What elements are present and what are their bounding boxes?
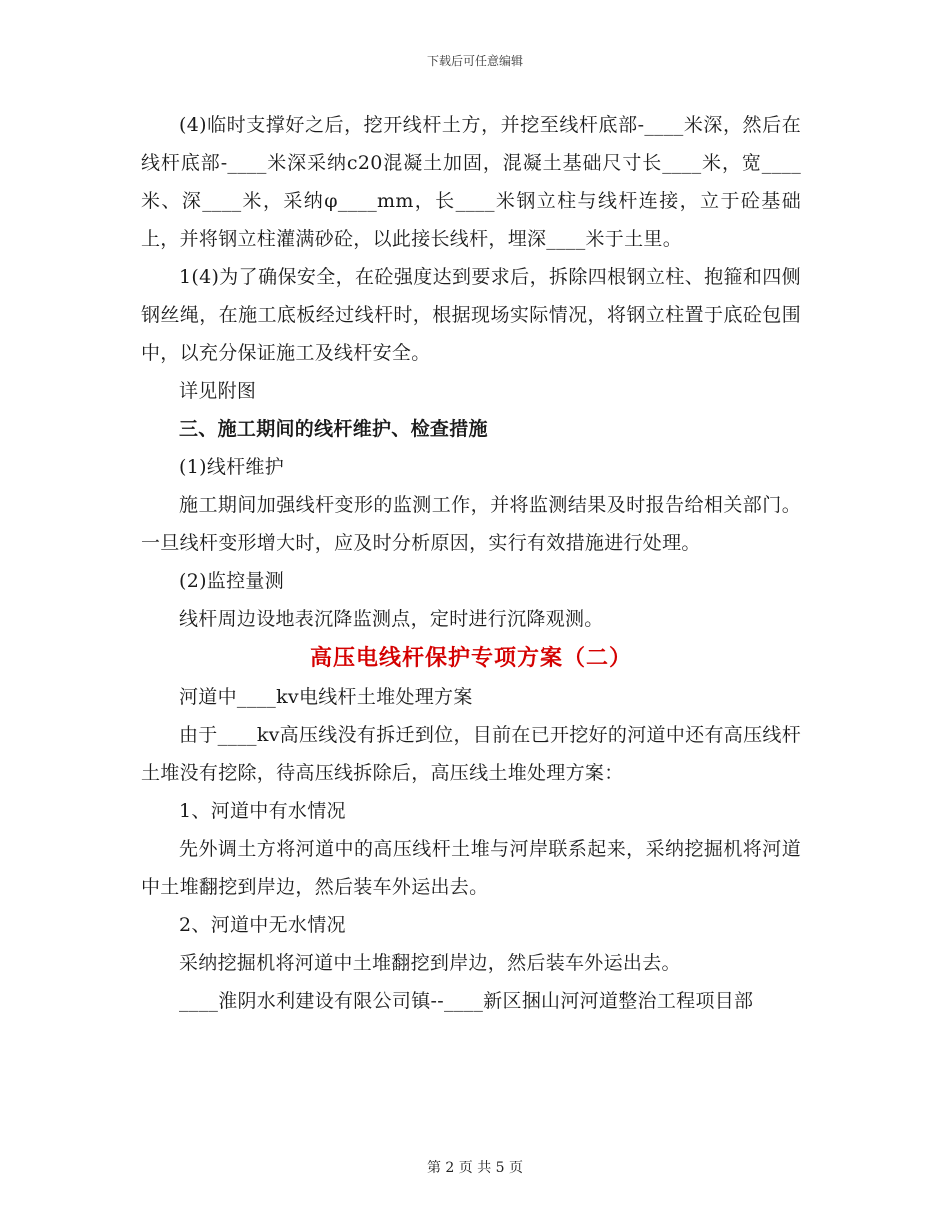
subheading-without-water: 2、河道中无水情况 bbox=[179, 914, 346, 936]
page-number: 第 2 页 共 5 页 bbox=[426, 1160, 524, 1176]
paragraph-maintenance: 施工期间加强线杆变形的监测工作，并将监测结果及时报告给相关部门。一旦线杆变形增大时，应及时分析原因，实行有效措施进行处理。 bbox=[141, 494, 801, 554]
paragraph-background: 由于____kv高压线没有拆迁到位，目前在已开挖好的河道中还有高压线杆土堆没有挖除，待高压线拆除后，高压线土堆处理方案： bbox=[141, 724, 801, 784]
paragraph-with-water: 先外调土方将河道中的高压线杆土堆与河岸联系起来，采纳挖掘机将河道中土堆翻挖到岸边，然后装车外运出去。 bbox=[141, 838, 801, 898]
paragraph-step-4: (4)临时支撑好之后，挖开线杆土方，并挖至线杆底部-____米深，然后在线杆底部-____米深采纳c20混凝土加固，混凝土基础尺寸长____米，宽____米、深____米，采纳φ____mm，长____米钢立柱与线杆连接，立于砼基础上，并将钢立柱灌满砂砼，以此接长线杆，埋深____米于土里。 bbox=[141, 114, 801, 250]
subheading-maintenance: (1)线杆维护 bbox=[179, 456, 285, 478]
document-body bbox=[141, 106, 801, 1020]
paragraph-without-water: 采纳挖掘机将河道中土堆翻挖到岸边，然后装车外运出去。 bbox=[179, 952, 681, 974]
paragraph-signature-org: ____淮阴水利建设有限公司镇--____新区捆山河河道整治工程项目部 bbox=[179, 990, 754, 1012]
subheading-with-water: 1、河道中有水情况 bbox=[179, 800, 346, 822]
paragraph-see-figure: 详见附图 bbox=[179, 380, 257, 402]
document-title-part-2: 高压电线杆保护专项方案（二） bbox=[309, 645, 632, 671]
subheading-monitoring: (2)监控量测 bbox=[179, 570, 285, 592]
section-heading-3: 三、施工期间的线杆维护、检查措施 bbox=[179, 418, 488, 440]
paragraph-safety: 1(4)为了确保安全，在砼强度达到要求后，拆除四根钢立柱、抱箍和四侧钢丝绳，在施工底板经过线杆时，根据现场实际情况，将钢立柱置于底砼包围中，以充分保证施工及线杆安全。 bbox=[141, 266, 801, 364]
paragraph-monitoring: 线杆周边设地表沉降监测点，定时进行沉降观测。 bbox=[179, 608, 604, 630]
paragraph-plan-name: 河道中____kv电线杆土堆处理方案 bbox=[179, 686, 473, 708]
header-note: 下载后可任意编辑 bbox=[426, 54, 523, 68]
